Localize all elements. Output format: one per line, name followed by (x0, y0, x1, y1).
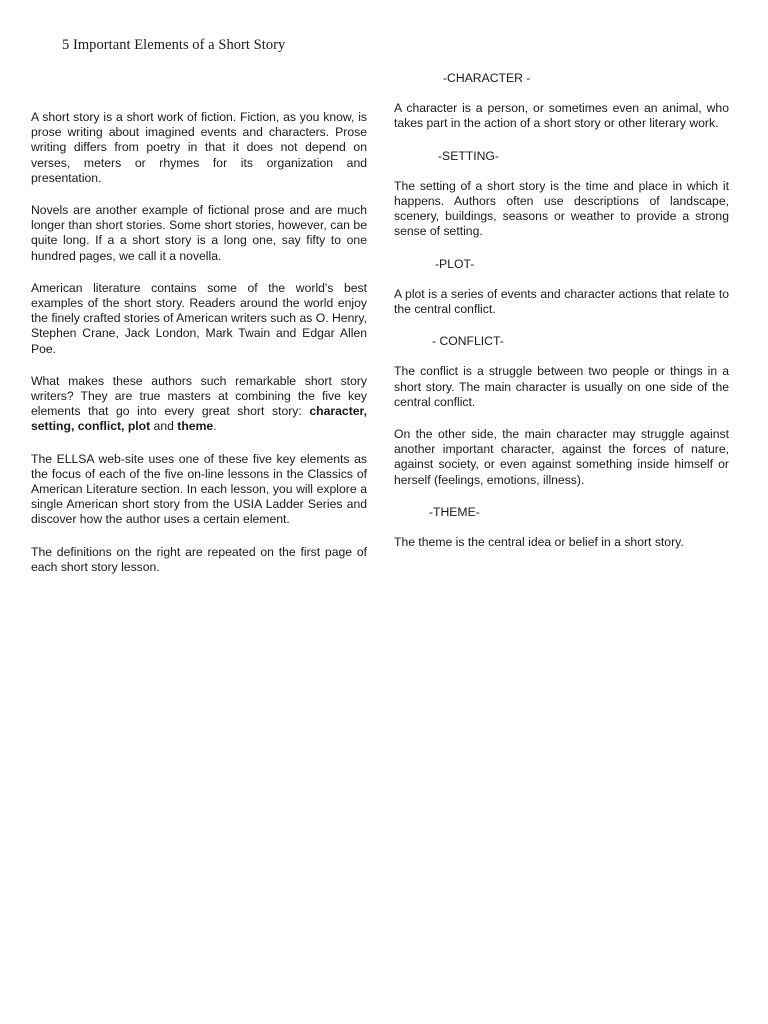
character-definition: A character is a person, or sometimes even an animal, who takes part in the action of a short story or other literary work. (394, 101, 729, 131)
conflict-heading: - CONFLICT- (432, 334, 504, 349)
and-text: and (150, 419, 178, 434)
american-literature-paragraph: American literature contains some of the world's best examples of the short story. Readers around the world enjoy the finely crafted stories of American writers such as O. Henry, Stephen Crane, Jack London, Mark Twain and Edgar Allen Poe. (31, 280, 367, 356)
theme-heading: -THEME- (429, 504, 480, 519)
period-text: . (213, 419, 217, 434)
novels-paragraph: Novels are another example of fictional prose and are much longer than short stories. Some short stories, however, can be quite long. If a a short story is a long one, say fifty to one hundred pages, we call it a novella. (31, 203, 367, 263)
page-title: 5 Important Elements of a Short Story (62, 37, 286, 53)
ellsa-paragraph: The ELLSA web-site uses one of these five key elements as the focus of each of the five on-line lessons in the Classics of American Literature section. In each lesson, you will explore a single American short story from the USIA Ladder Series and discover how the author uses a certain element. (31, 451, 367, 527)
right-column (394, 71, 729, 567)
plot-definition: A plot is a series of events and character actions that relate to the central conflict. (394, 286, 729, 317)
theme-bold: theme (177, 419, 214, 434)
masters-text: What makes these authors such remarkable short story writers? They are true masters at combining the five key elements that go into every great short story: (31, 373, 367, 419)
theme-definition: The theme is the central idea or belief in a short story. (394, 535, 684, 550)
definitions-note-paragraph: The definitions on the right are repeated on the first page of each short story lesson. (31, 544, 367, 574)
conflict-definition-continued: On the other side, the main character may struggle against another important character, against the forces of nature, against society, or even against something inside himself or herself (feelings, emotions, illness). (394, 427, 729, 487)
plot-heading: -PLOT- (435, 256, 475, 271)
character-heading: -CHARACTER - (443, 71, 531, 85)
masters-paragraph (31, 374, 367, 435)
conflict-definition: The conflict is a struggle between two people or things in a short story. The main character is usually on one side of the central conflict. (394, 364, 729, 409)
elements-list-bold: character, setting, conflict, plot (31, 404, 367, 434)
intro-paragraph: A short story is a short work of fiction. Fiction, as you know, is prose writing about imagined events and characters. Prose writing differs from poetry in that it does not depend on verses, meters or rhymes for its organization and presentation. (31, 110, 367, 185)
setting-definition: The setting of a short story is the time and place in which it happens. Authors often use descriptions of landscape, scenery, buildings, seasons or weather to provide a strong sense of setting. (394, 178, 729, 239)
left-column (31, 110, 367, 592)
setting-heading: -SETTING- (438, 148, 499, 163)
